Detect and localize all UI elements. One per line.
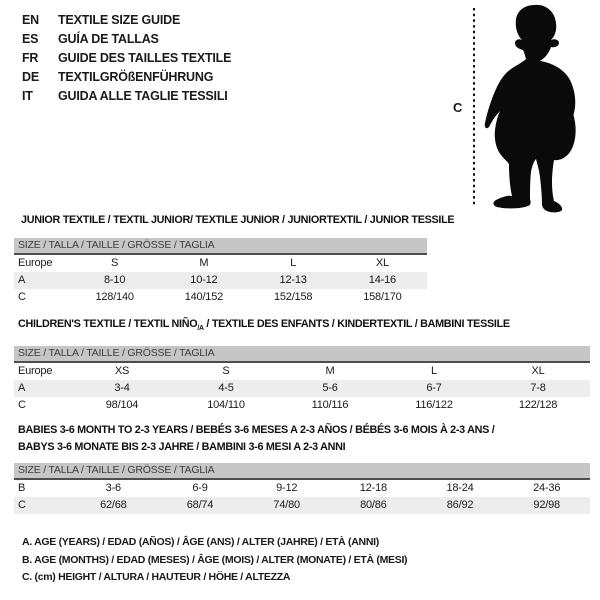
lang-code: FR [22,50,39,65]
table-cell: 18-24 [446,482,474,494]
lang-title: GUIDE DES TAILLES TEXTILE [58,50,232,65]
legend-footnotes [22,536,407,589]
table-cell: 110/116 [311,399,349,411]
table-row [14,272,427,289]
table-cell: 140/152 [184,291,224,303]
row-label: C [18,291,26,303]
table-cell: L [290,257,297,269]
title-subscript: /A [197,325,204,333]
table-cell: 9-12 [276,482,298,494]
table-cell: 24-36 [533,482,561,494]
table-cell: 158/170 [363,291,402,303]
lang-code: EN [22,12,39,27]
table-cell: 62/68 [100,499,127,511]
size-header-bar: SIZE / TALLA / TAILLE / GRÖSSE / TAGLIA [14,346,590,363]
table-cell: 68/74 [186,499,214,511]
footnote-a: A. AGE (YEARS) / EDAD (AÑOS) / ÂGE (ANS) / ALTER (JAHRE) / ETÀ (ANNI) [22,536,379,548]
children-size-table [14,346,590,414]
table-row [14,480,590,497]
babies-size-table [14,463,590,514]
row-label: B [18,482,26,494]
table-cell: 4-5 [218,382,234,394]
table-cell: M [325,365,335,377]
babies-title-line1: BABIES 3-6 MONTH TO 2-3 YEARS / BEBÉS 3-6 MESES A 2-3 AÑOS / BÉBÉS 3-6 MOIS À 2-3 ANS / [18,424,495,436]
table-body [14,363,590,414]
lang-title: GUÍA DE TALLAS [58,31,159,46]
measurement-figure [440,0,600,216]
children-table-title [18,316,510,337]
table-cell: 122/128 [518,399,558,411]
lang-code: ES [22,31,39,46]
table-body [14,480,590,514]
table-cell: 14-16 [368,274,396,286]
table-cell: 7-8 [530,382,546,394]
language-title-list [22,10,231,105]
title-text: / TEXTILE DES ENFANTS / KINDERTEXTIL / BAMBINI TESSILE [203,318,510,330]
table-body [14,255,427,306]
table-cell: 152/158 [273,291,313,303]
table-row [14,363,590,380]
table-row [14,397,590,414]
table-cell: 86/92 [446,499,474,511]
table-row [14,255,427,272]
babies-table-title [18,422,494,456]
junior-size-table [14,238,427,306]
table-cell: 8-10 [104,274,126,286]
table-cell: M [199,257,209,269]
row-label: Europe [18,257,53,269]
table-cell: XL [375,257,389,269]
table-cell: XS [114,365,130,377]
lang-row-en [22,10,231,29]
table-cell: 12-18 [359,482,387,494]
table-cell: 116/122 [415,399,453,411]
lang-title: TEXTILGRÖßENFÜHRUNG [58,69,214,84]
row-label: C [18,399,26,411]
table-cell: 10-12 [190,274,218,286]
row-label: Europe [18,365,53,377]
table-cell: 3-6 [105,482,121,494]
baby-silhouette-path [485,5,576,212]
table-row [14,380,590,397]
baby-silhouette-icon [440,0,600,216]
lang-code: DE [22,69,39,84]
height-measure-label: C [453,100,463,115]
table-cell: 5-6 [322,382,338,394]
lang-row-fr [22,48,231,67]
title-text: CHILDREN'S TEXTILE / TEXTIL NIÑO [18,318,198,330]
table-cell: 98/104 [105,399,139,411]
table-cell: 80/86 [360,499,387,511]
table-cell: 6-9 [192,482,208,494]
footnote-c: C. (cm) HEIGHT / ALTURA / HAUTEUR / HÖHE / ALTEZZA [22,571,291,583]
babies-title-line2: BABYS 3-6 MONATE BIS 2-3 JAHRE / BAMBINI 3-6 MESI A 2-3 ANNI [18,441,346,453]
row-label: A [18,382,26,394]
lang-title: TEXTILE SIZE GUIDE [58,12,181,27]
table-cell: L [431,365,437,377]
table-cell: S [222,365,230,377]
row-label: C [18,499,26,511]
lang-title: GUIDA ALLE TAGLIE TESSILI [58,88,228,103]
table-cell: 74/80 [273,499,300,511]
table-cell: S [111,257,119,269]
size-header-bar: SIZE / TALLA / TAILLE / GRÖSSE / TAGLIA [14,238,427,255]
junior-table-title: JUNIOR TEXTILE / TEXTIL JUNIOR/ TEXTILE JUNIOR / JUNIORTEXTIL / JUNIOR TESSILE [21,214,455,226]
row-label: A [18,274,26,286]
table-cell: 6-7 [426,382,442,394]
size-header-bar: SIZE / TALLA / TAILLE / GRÖSSE / TAGLIA [14,463,590,480]
table-cell: 12-13 [279,274,307,286]
table-cell: 92/98 [533,499,560,511]
lang-row-it [22,86,231,105]
table-cell: 104/110 [207,399,245,411]
table-row [14,289,427,306]
table-row [14,497,590,514]
table-cell: 3-4 [114,382,130,394]
lang-code: IT [22,88,33,103]
table-cell: 128/140 [95,291,134,303]
lang-row-es [22,29,231,48]
lang-row-de [22,67,231,86]
table-cell: XL [531,365,545,377]
footnote-b: B. AGE (MONTHS) / EDAD (MESES) / ÂGE (MOIS) / ALTER (MONATE) / ETÀ (MESI) [22,553,408,566]
